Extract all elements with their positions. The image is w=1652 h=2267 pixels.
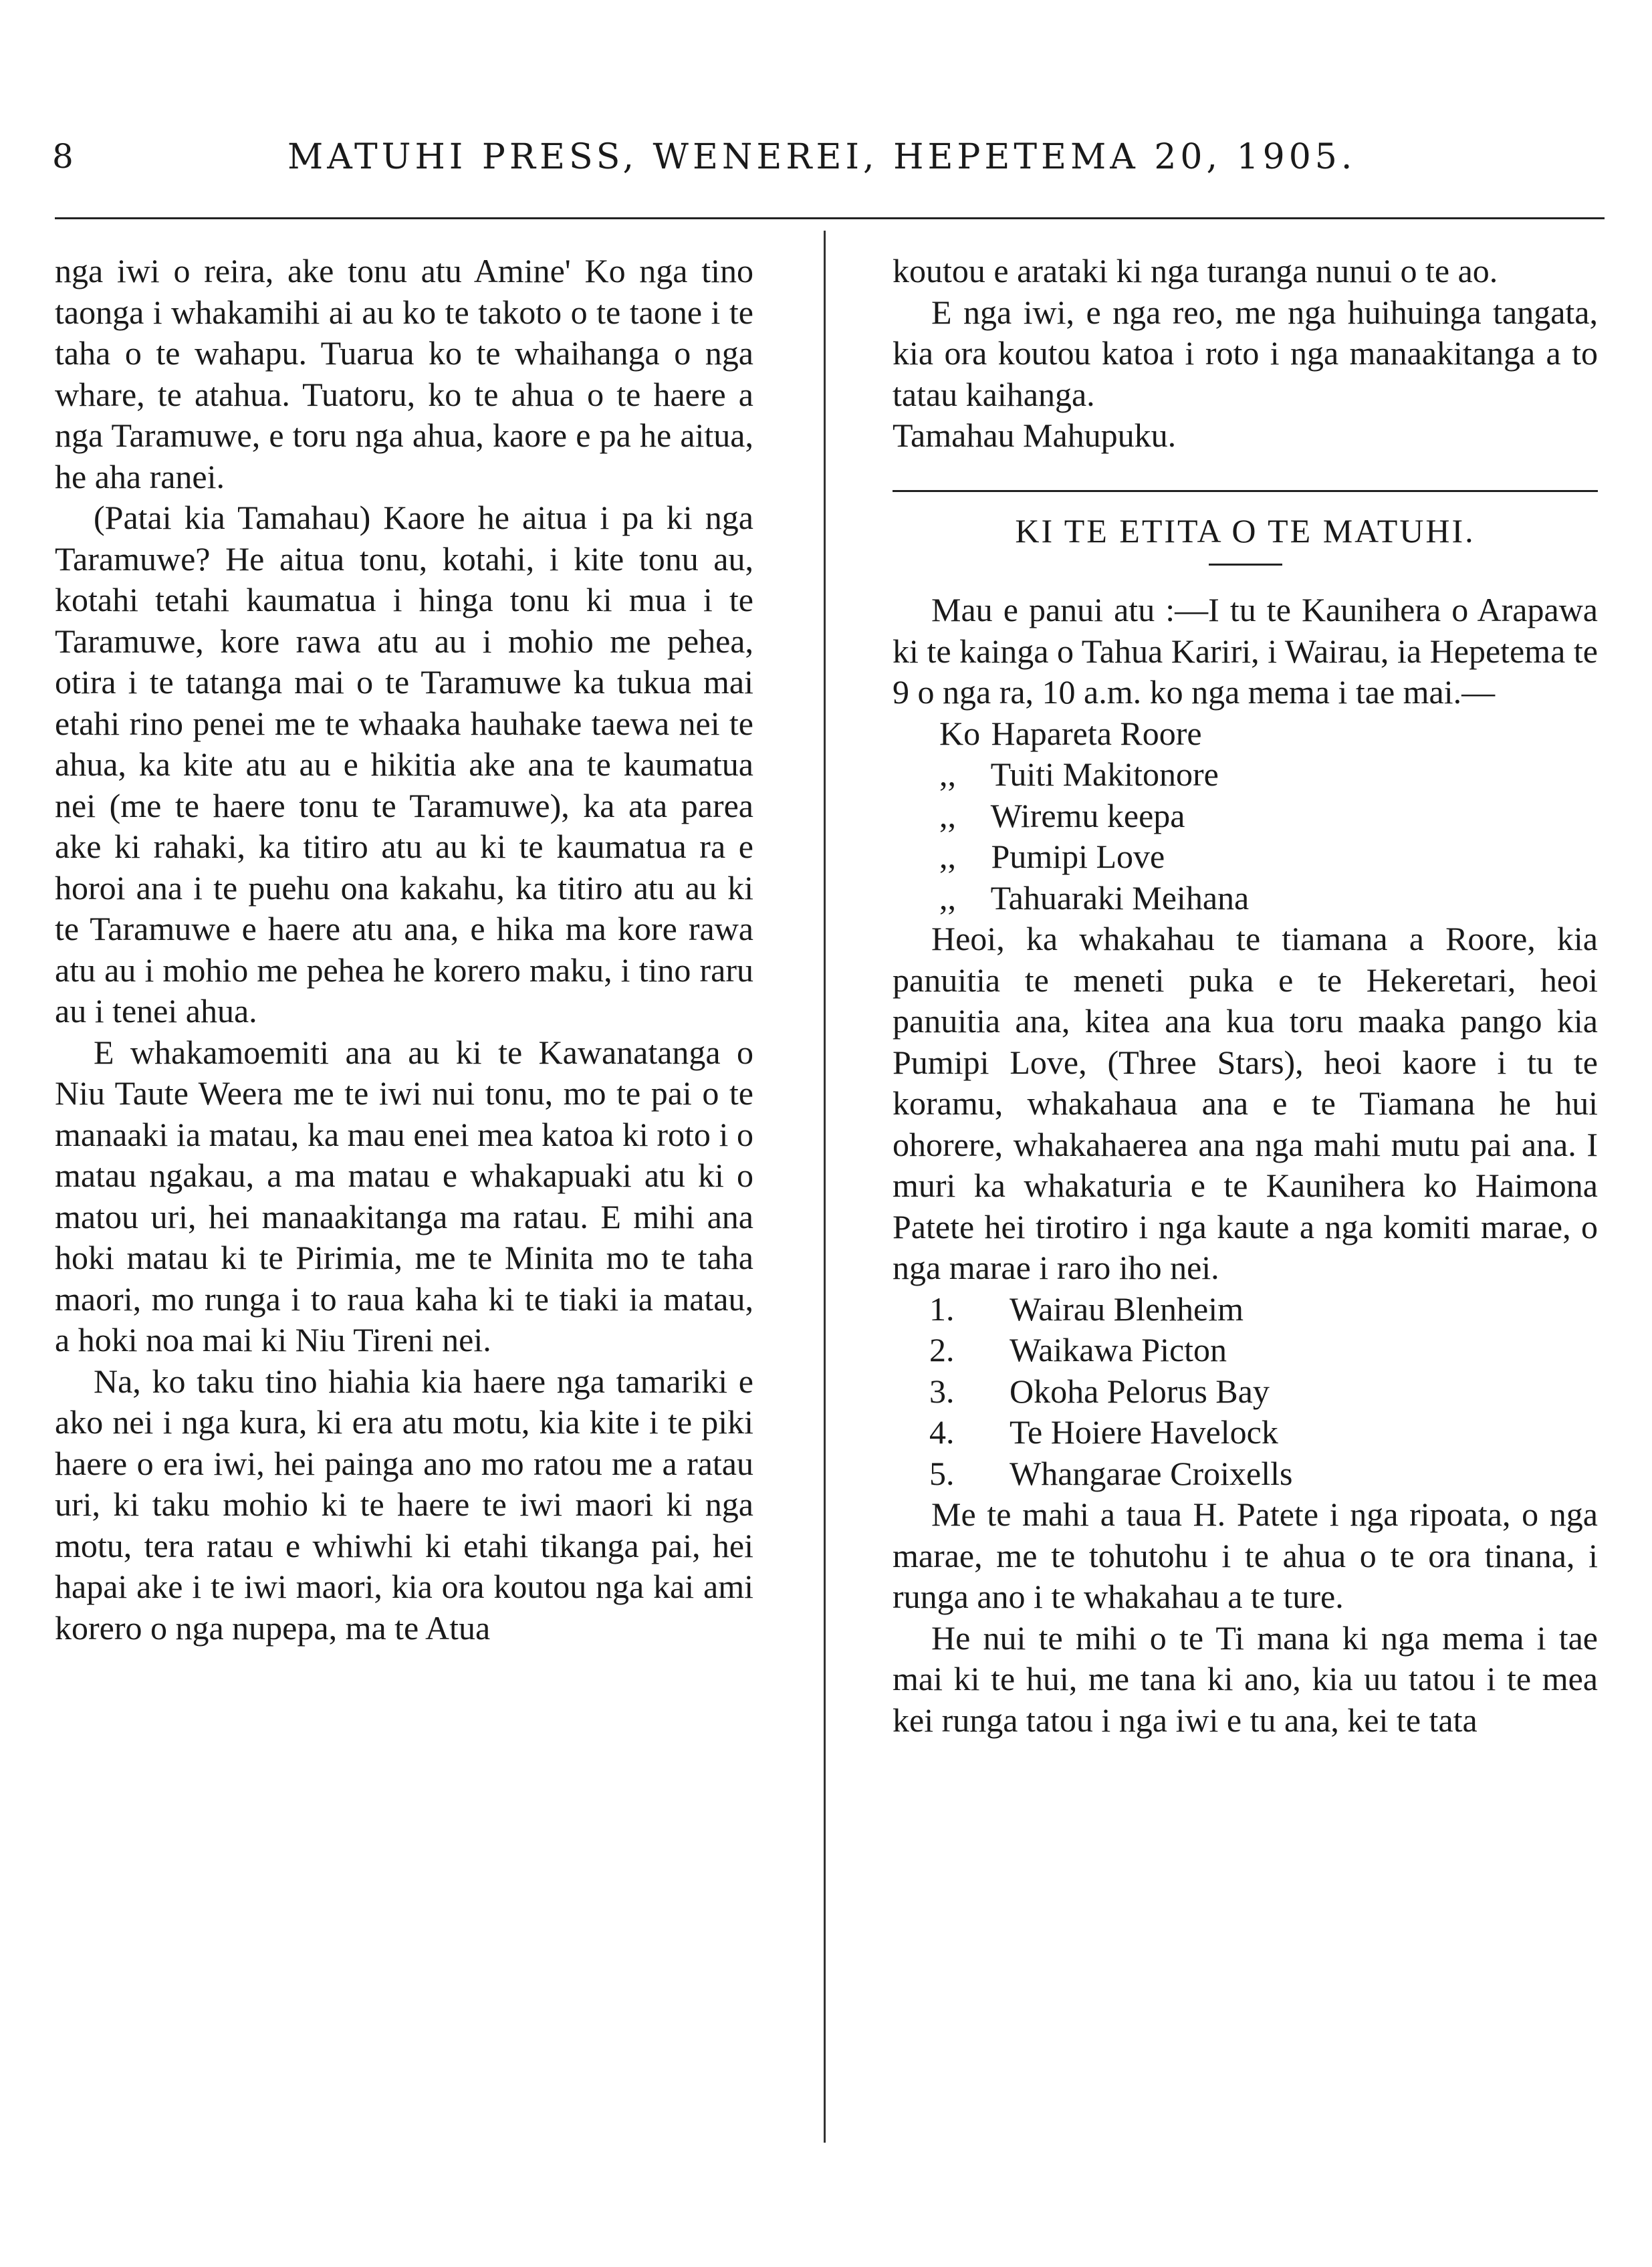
list-item: 3. Okoha Pelorus Bay — [929, 1372, 1270, 1410]
right-paragraph: E nga iwi, e nga reo, me nga huihuinga tangata, kia ora koutou katoa i roto i nga manaakitanga a to tatau kaihanga. — [893, 293, 1598, 413]
left-paragraph: (Patai kia Tamahau) Kaore he aitua i pa ki nga Taramuwe? He aitua tonu, kotahi, i kite tonu au, kotahi tetahi kaumatua i hinga tonu ki mua i te Taramuwe, kore rawa atu au i mohio me pehea, otira i te tatanga mai o te Taramuwe ka tukua mai etahi rino penei me te whaaka hauhake taewa nei te ahua, ka kite atu au e hikitia ake ana te kaumatua nei (me te haere tonu te Taramuwe), ka ata parea ake ki rahaki, ka titiro atu au ki te kaumatua ra e horoi ana i te puehu ona kakahu, ka titiro atu au ki te Taramuwe e haere atu ana, e hika ma kore rawa atu au i mohio me pehea he korero maku, i tino raru au i tenei ahua. — [55, 499, 753, 1030]
masthead-title: MATUHI PRESS, WENEREI, HEPETEMA 20, 1905. — [287, 137, 1356, 177]
list-item: ,, Pumipi Love — [939, 838, 1165, 875]
member-list — [893, 713, 1598, 919]
left-paragraph: Na, ko taku tino hiahia kia haere nga tamariki e ako nei i nga kura, ki era atu motu, kia kite i te piki haere o era iwi, hei painga ano mo ratou me a ratau uri, ki taku mohio ki te haere te iwi maori ki nga motu, tera ratau e whiwhi ki etahi tikanga pai, hei hapai ake i te iwi maori, kia ora koutou nga kai ami korero o nga nupepa, ma te Atua — [55, 1362, 753, 1647]
list-item: 1. Wairau Blenheim — [929, 1290, 1244, 1328]
page-header — [47, 137, 1605, 197]
list-item: 2. Waikawa Picton — [929, 1331, 1227, 1368]
list-item: ,, Tahuaraki Meihana — [939, 878, 1250, 917]
body-paragraph: Heoi, ka whakahau te tiamana a Roore, kia panuitia te meneti puka e te Hekeretari, heoi panuitia ana, kitea ana kua toru maaka pango kia Pumipi Love, (Three Stars), heoi kaore i tu te koramu, whakahaua ana e te Tiamana he hui ohorere, whakahaerea ana nga mahi mutu pai ana. I muri ka whakaturia e te Kaunihera ko Haimona Patete hei tirotiro i nga kaute a nga komiti marae, o nga marae i raro iho nei. — [893, 920, 1598, 1286]
column-divider — [824, 231, 826, 2143]
right-column — [893, 251, 1598, 1741]
left-paragraph: nga iwi o reira, ake tonu atu Amine' Ko nga tino taonga i whakamihi ai au ko te takoto o te taone i te taha o te wahapu. Tuarua ko te whaihanga o nga whare, te atahua. Tuatoru, ko te ahua o te haere a nga Taramuwe, e toru nga ahua, kaore e pa he aitua, he aha ranei. — [55, 252, 753, 495]
signature: Tamahau Mahupuku. — [893, 416, 1177, 454]
right-paragraph: koutou e arataki ki nga turanga nunui o te ao. — [893, 252, 1498, 289]
list-item: 4. Te Hoiere Havelock — [929, 1413, 1278, 1451]
page-number: 8 — [52, 137, 75, 176]
list-item: Ko Hapareta Roore — [939, 714, 1202, 752]
list-item: ,, Tuiti Makitonore — [939, 755, 1219, 793]
closing-paragraph: He nui te mihi o te Ti mana ki nga mema i tae mai ki te hui, me tana ki ano, kia uu tatou i te mea kei runga tatou i nga iwi e tu ana, kei te tata — [893, 1619, 1598, 1739]
list-item: 5. Whangarae Croixells — [929, 1454, 1293, 1492]
notice-intro: Mau e panui atu :—I tu te Kaunihera o Arapawa ki te kainga o Tahua Kariri, i Wairau, ia Hepetema te 9 o nga ra, 10 a.m. ko nga mema i tae mai.— — [893, 591, 1598, 711]
list-item: ,, Wiremu keepa — [939, 796, 1185, 834]
left-column — [55, 251, 753, 1649]
title-underline — [1209, 564, 1282, 566]
section-rule — [893, 490, 1598, 492]
marae-list — [893, 1289, 1598, 1495]
header-rule — [55, 217, 1605, 219]
section-title: KI TE ETITA O TE MATUHI. — [1015, 511, 1476, 550]
left-paragraph: E whakamoemiti ana au ki te Kawanatanga o Niu Taute Weera me te iwi nui tonu, mo te pai o te manaaki ia matau, ka mau enei mea katoa ki roto i o matau ngakau, a ma matau e whakapuaki atu ki o matou uri, hei manaakitanga ma ratau. E mihi ana hoki matau ki te Pirimia, me te Minita mo te taha maori, mo runga i to raua kaha ki te tiaki ia matau, a hoki noa mai ki Niu Tireni nei. — [55, 1033, 753, 1358]
closing-paragraph: Me te mahi a taua H. Patete i nga ripoata, o nga marae, me te tohutohu i te ahua o te ora tinana, i runga ano i te whakahau a te ture. — [893, 1496, 1598, 1615]
